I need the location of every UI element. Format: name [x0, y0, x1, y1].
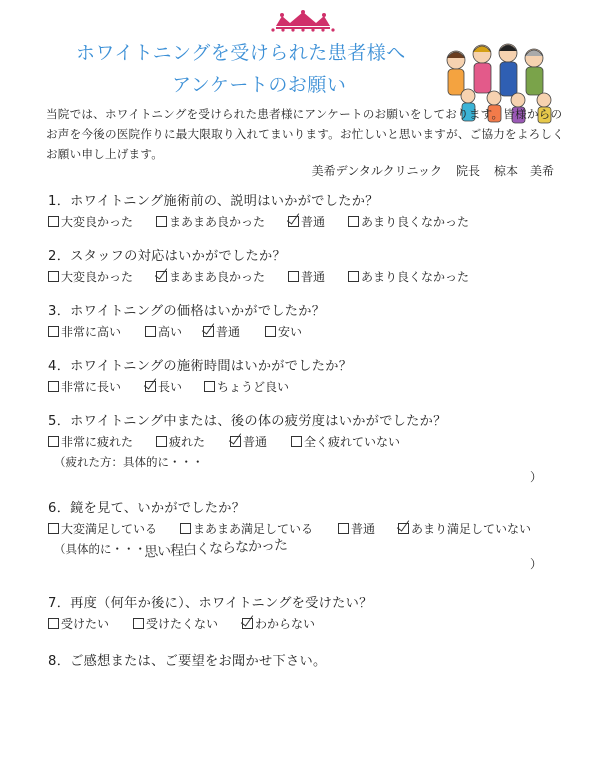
- checked-checkbox[interactable]: [145, 381, 156, 392]
- option-label: 安い: [278, 325, 303, 339]
- option-label: 普通: [243, 435, 268, 449]
- question-6-option-1[interactable]: [48, 520, 157, 537]
- option-label: 大変良かった: [61, 270, 134, 284]
- question-6-label: 6．鏡を見て、いかがでしたか？: [48, 501, 246, 516]
- question-4-option-1[interactable]: [48, 378, 121, 395]
- question-5-option-1[interactable]: [48, 433, 133, 450]
- question-2-option-1[interactable]: [48, 268, 133, 285]
- checkbox[interactable]: [291, 436, 302, 447]
- checkbox[interactable]: [180, 523, 191, 534]
- option-label: 受けたくない: [146, 617, 219, 631]
- checked-checkbox[interactable]: [288, 216, 299, 227]
- crown-icon: [268, 10, 338, 32]
- option-label: 普通: [301, 270, 326, 284]
- option-label: あまり満足していない: [411, 522, 532, 536]
- checked-checkbox[interactable]: [203, 326, 214, 337]
- question-6-detail-prompt: （具体的に・・・: [54, 542, 146, 556]
- question-3-option-3[interactable]: [203, 323, 240, 340]
- option-label: 非常に長い: [61, 380, 122, 394]
- option-label: 普通: [216, 325, 241, 339]
- checkbox[interactable]: [48, 216, 59, 227]
- question-7-option-2[interactable]: [133, 615, 218, 632]
- checkbox[interactable]: [48, 381, 59, 392]
- question-6-option-3[interactable]: [338, 520, 375, 537]
- checkbox[interactable]: [48, 618, 59, 629]
- question-3-label: 3．ホワイトニングの価格はいかがでしたか？: [48, 304, 326, 319]
- option-label: まあまあ良かった: [169, 270, 266, 284]
- question-4-label: 4．ホワイトニングの施術時間はいかがでしたか？: [48, 359, 353, 374]
- option-label: 普通: [351, 522, 376, 536]
- question-2-option-2[interactable]: [156, 268, 265, 285]
- question-3-option-4[interactable]: [265, 323, 302, 340]
- question-1-option-3[interactable]: [288, 213, 325, 230]
- clinic-name: 美希デンタルクリニック: [311, 164, 442, 178]
- question-1-option-1[interactable]: [48, 213, 133, 230]
- option-label: 大変満足している: [61, 522, 158, 536]
- option-label: 受けたい: [61, 617, 110, 631]
- checkbox[interactable]: [48, 326, 59, 337]
- option-label: 全く疲れていない: [304, 435, 401, 449]
- checkbox[interactable]: [133, 618, 144, 629]
- checkbox[interactable]: [48, 523, 59, 534]
- question-4-option-2[interactable]: [145, 378, 182, 395]
- checkbox[interactable]: [156, 216, 167, 227]
- option-label: まあまあ良かった: [169, 215, 266, 229]
- option-label: 普通: [301, 215, 326, 229]
- question-7-option-3[interactable]: [242, 615, 315, 632]
- checked-checkbox[interactable]: [156, 271, 167, 282]
- option-label: あまり良くなかった: [361, 270, 470, 284]
- option-label: 長い: [158, 380, 183, 394]
- option-label: まあまあ満足している: [193, 522, 314, 536]
- option-label: 非常に疲れた: [61, 435, 134, 449]
- checkbox[interactable]: [48, 436, 59, 447]
- option-label: 高い: [158, 325, 183, 339]
- option-label: 大変良かった: [61, 215, 134, 229]
- checked-checkbox[interactable]: [242, 618, 253, 629]
- question-5-option-4[interactable]: [291, 433, 400, 450]
- question-1-option-4[interactable]: [348, 213, 469, 230]
- option-label: 疲れた: [169, 435, 206, 449]
- checkbox[interactable]: [338, 523, 349, 534]
- detail-close-paren: ）: [530, 470, 543, 484]
- question-7-label: 7．再度（何年か後に）、ホワイトニングを受けたい？: [48, 596, 373, 611]
- clinic-role: 院長: [455, 164, 480, 178]
- question-3-option-1[interactable]: [48, 323, 121, 340]
- form-title-line1: ホワイトニングを受けられた患者様へ: [76, 42, 406, 64]
- option-label: わからない: [255, 617, 316, 631]
- question-6-option-4[interactable]: [398, 520, 531, 537]
- clinic-signature: [298, 162, 554, 179]
- question-5-option-3[interactable]: [230, 433, 267, 450]
- checkbox[interactable]: [348, 271, 359, 282]
- checked-checkbox[interactable]: [398, 523, 409, 534]
- checkbox[interactable]: [145, 326, 156, 337]
- question-4-option-3[interactable]: [204, 378, 289, 395]
- option-label: 非常に高い: [61, 325, 122, 339]
- question-5-option-2[interactable]: [156, 433, 205, 450]
- question-5-label: 5．ホワイトニング中または、後の体の疲労度はいかがでしたか？: [48, 414, 447, 429]
- question-1-option-2[interactable]: [156, 213, 265, 230]
- question-5-detail-prompt: （疲れた方：具体的に・・・: [54, 455, 204, 469]
- checkbox[interactable]: [156, 436, 167, 447]
- option-label: あまり良くなかった: [361, 215, 470, 229]
- question-1-label: 1．ホワイトニング施術前の、説明はいかがでしたか？: [48, 194, 379, 209]
- checkbox[interactable]: [204, 381, 215, 392]
- detail-close-paren: ）: [530, 557, 543, 571]
- option-label: ちょうど良い: [217, 380, 290, 394]
- question-7-option-1[interactable]: [48, 615, 109, 632]
- question-2-label: 2．スタッフの対応はいかがでしたか？: [48, 249, 286, 264]
- question-6-option-2[interactable]: [180, 520, 313, 537]
- question-8-label: 8．ご感想または、ご要望をお聞かせ下さい。: [48, 654, 327, 669]
- checkbox[interactable]: [288, 271, 299, 282]
- handwritten-answer: 思い程白くならなかった: [143, 537, 288, 561]
- checked-checkbox[interactable]: [230, 436, 241, 447]
- question-3-option-2[interactable]: [145, 323, 182, 340]
- checkbox[interactable]: [265, 326, 276, 337]
- checkbox[interactable]: [348, 216, 359, 227]
- question-2-option-4[interactable]: [348, 268, 469, 285]
- form-title-line2: アンケートのお願い: [172, 74, 347, 96]
- question-2-option-3[interactable]: [288, 268, 325, 285]
- intro-paragraph: 当院では、ホワイトニングを受けられた患者様にアンケートのお願いをしております。皆様からのお声を今後の医院作りに最大限取り入れてまいります。お忙しいと思いますが、ご協力をよろしくお願い申し上げます。: [46, 107, 565, 161]
- clinic-person: 椋本 美希: [493, 164, 554, 178]
- checkbox[interactable]: [48, 271, 59, 282]
